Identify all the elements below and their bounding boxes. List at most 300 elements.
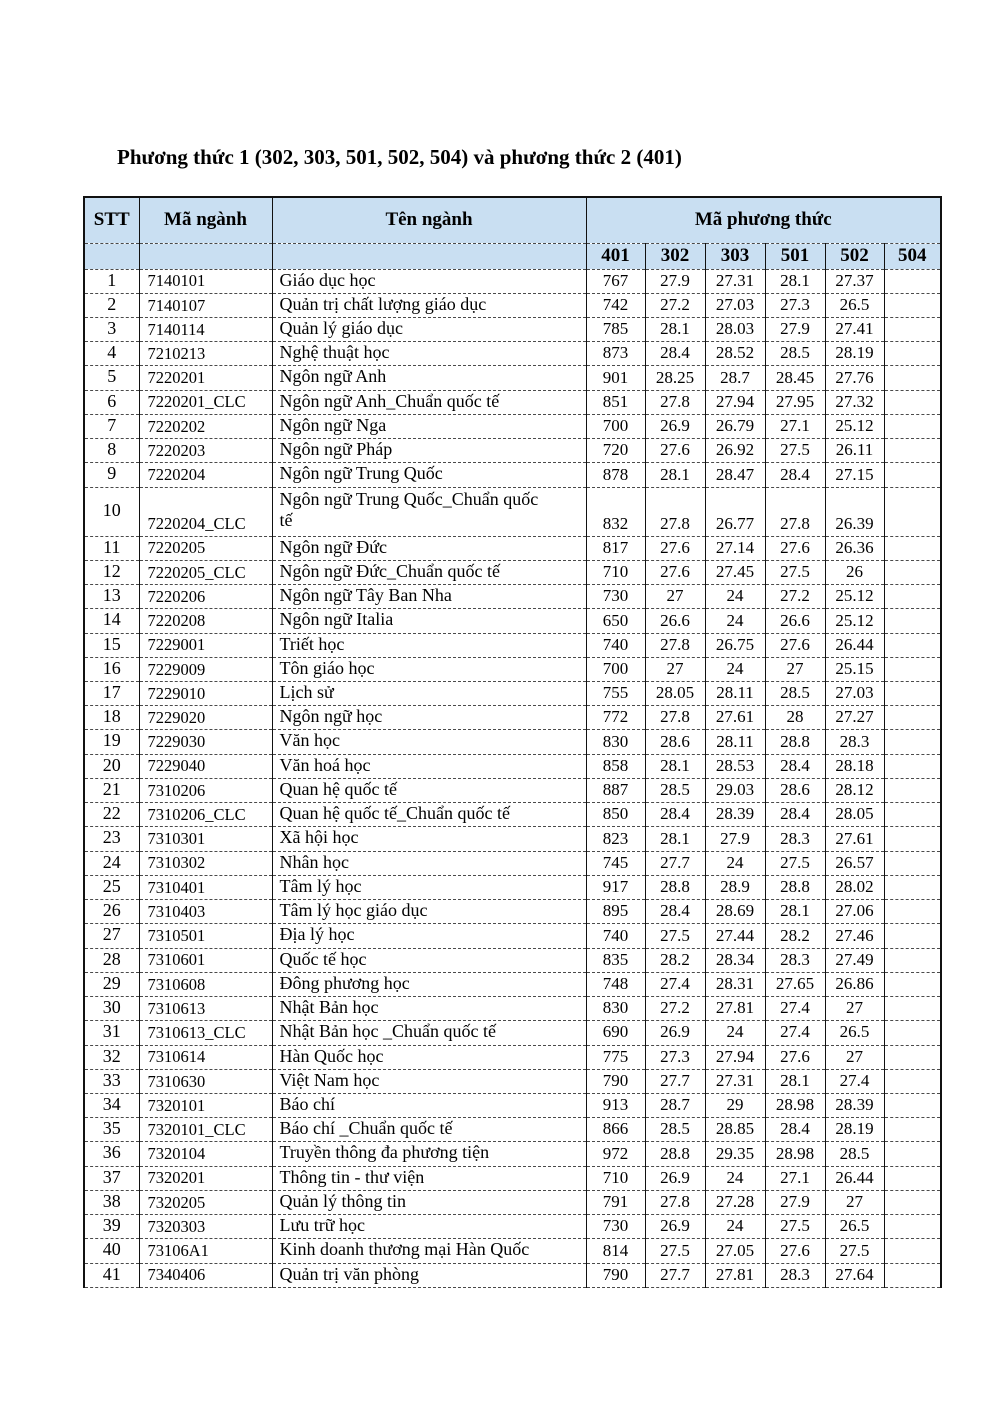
table-row <box>84 682 941 706</box>
row-score-504 <box>884 1166 941 1190</box>
row-major-code: 7320205 <box>139 1190 272 1214</box>
row-score-303: 29.35 <box>705 1142 765 1166</box>
row-score-504 <box>884 682 941 706</box>
row-score-502: 27.27 <box>825 706 884 730</box>
table-body <box>84 269 941 1287</box>
row-major-name: Triết học <box>272 633 586 657</box>
row-score-501: 28.8 <box>765 730 825 754</box>
table-row <box>84 1166 941 1190</box>
row-score-501: 28.45 <box>765 366 825 390</box>
row-score-302: 27.8 <box>645 633 705 657</box>
row-score-504 <box>884 1142 941 1166</box>
row-stt: 14 <box>84 609 139 633</box>
row-score-502: 26.57 <box>825 851 884 875</box>
row-major-code: 7220208 <box>139 609 272 633</box>
row-score-302: 26.9 <box>645 1215 705 1239</box>
row-major-code: 7310302 <box>139 851 272 875</box>
row-score-303: 27.61 <box>705 706 765 730</box>
row-major-code: 7140101 <box>139 269 272 293</box>
row-stt: 9 <box>84 463 139 487</box>
table-row <box>84 439 941 463</box>
row-score-502: 27.32 <box>825 390 884 414</box>
row-major-name: Lịch sử <box>272 682 586 706</box>
row-score-504 <box>884 900 941 924</box>
row-major-code: 7320303 <box>139 1215 272 1239</box>
row-score-502: 28.18 <box>825 754 884 778</box>
row-score-303: 28.11 <box>705 682 765 706</box>
row-stt: 29 <box>84 972 139 996</box>
table-row <box>84 1239 941 1263</box>
row-score-302: 28.05 <box>645 682 705 706</box>
row-stt: 38 <box>84 1190 139 1214</box>
table-row <box>84 803 941 827</box>
table-row <box>84 924 941 948</box>
row-score-303: 24 <box>705 1215 765 1239</box>
row-score-501: 28 <box>765 706 825 730</box>
row-score-504 <box>884 730 941 754</box>
row-score-401: 835 <box>586 948 645 972</box>
table-row <box>84 730 941 754</box>
row-major-code: 7220205 <box>139 536 272 560</box>
row-score-302: 27.7 <box>645 851 705 875</box>
row-major-code: 7210213 <box>139 342 272 366</box>
row-score-504 <box>884 1215 941 1239</box>
row-score-303: 28.11 <box>705 730 765 754</box>
row-score-501: 27.4 <box>765 997 825 1021</box>
table-row <box>84 342 941 366</box>
table-row <box>84 657 941 681</box>
row-score-303: 28.85 <box>705 1118 765 1142</box>
row-score-302: 28.1 <box>645 754 705 778</box>
row-score-504 <box>884 585 941 609</box>
row-score-502: 27.37 <box>825 269 884 293</box>
table-row <box>84 269 941 293</box>
table-row <box>84 366 941 390</box>
row-score-504 <box>884 1118 941 1142</box>
row-major-name: Ngôn ngữ Đức_Chuẩn quốc tế <box>272 560 586 584</box>
row-stt: 22 <box>84 803 139 827</box>
table-row <box>84 536 941 560</box>
row-stt: 32 <box>84 1045 139 1069</box>
row-major-name: Ngôn ngữ Trung Quốc <box>272 463 586 487</box>
row-major-name: Giáo dục học <box>272 269 586 293</box>
header-row-method-codes <box>84 243 941 269</box>
row-major-code: 7220204 <box>139 463 272 487</box>
row-score-502: 28.05 <box>825 803 884 827</box>
row-score-401: 790 <box>586 1069 645 1093</box>
row-score-401: 742 <box>586 293 645 317</box>
row-major-name: Thông tin - thư viện <box>272 1166 586 1190</box>
row-score-401: 785 <box>586 317 645 341</box>
row-score-302: 28.8 <box>645 875 705 899</box>
row-major-name: Quan hệ quốc tế <box>272 778 586 802</box>
table-header <box>84 197 941 269</box>
table-row <box>84 390 941 414</box>
table-row <box>84 633 941 657</box>
row-score-303: 29.03 <box>705 778 765 802</box>
row-score-501: 27.95 <box>765 390 825 414</box>
row-major-name: Lưu trữ học <box>272 1215 586 1239</box>
col-header-method-504: 504 <box>884 243 941 269</box>
col-header-ma-phuong-thuc: Mã phương thức <box>586 197 941 243</box>
col-header-blank <box>272 243 586 269</box>
row-major-code: 7229009 <box>139 657 272 681</box>
row-major-code: 7310613_CLC <box>139 1021 272 1045</box>
table-row <box>84 609 941 633</box>
row-major-name: Tôn giáo học <box>272 657 586 681</box>
row-stt: 7 <box>84 414 139 438</box>
row-major-code: 7220206 <box>139 585 272 609</box>
row-major-name: Ngôn ngữ Trung Quốc_Chuẩn quốc tế <box>272 487 586 536</box>
row-score-501: 28.1 <box>765 269 825 293</box>
row-major-code: 7340406 <box>139 1263 272 1287</box>
row-score-502: 27.61 <box>825 827 884 851</box>
row-score-302: 27.2 <box>645 997 705 1021</box>
row-score-501: 27.5 <box>765 439 825 463</box>
row-score-501: 27.3 <box>765 293 825 317</box>
row-major-name: Văn học <box>272 730 586 754</box>
row-score-501: 27.1 <box>765 1166 825 1190</box>
row-score-502: 27.76 <box>825 366 884 390</box>
row-score-504 <box>884 414 941 438</box>
row-score-504 <box>884 463 941 487</box>
row-score-303: 28.52 <box>705 342 765 366</box>
header-row-main <box>84 197 941 243</box>
row-stt: 6 <box>84 390 139 414</box>
row-score-303: 28.34 <box>705 948 765 972</box>
row-score-502: 25.12 <box>825 609 884 633</box>
row-stt: 13 <box>84 585 139 609</box>
row-score-502: 27.49 <box>825 948 884 972</box>
row-stt: 30 <box>84 997 139 1021</box>
table-row <box>84 754 941 778</box>
row-score-303: 27.45 <box>705 560 765 584</box>
row-major-code: 7310206_CLC <box>139 803 272 827</box>
row-score-502: 28.3 <box>825 730 884 754</box>
row-major-name: Quản trị chất lượng giáo dục <box>272 293 586 317</box>
admission-scores-table <box>83 196 942 1288</box>
row-score-504 <box>884 1021 941 1045</box>
row-major-code: 7220203 <box>139 439 272 463</box>
row-major-code: 7220202 <box>139 414 272 438</box>
row-score-501: 28.3 <box>765 948 825 972</box>
row-major-code: 7320104 <box>139 1142 272 1166</box>
row-score-303: 27.44 <box>705 924 765 948</box>
row-score-502: 25.12 <box>825 585 884 609</box>
row-score-302: 28.6 <box>645 730 705 754</box>
row-stt: 16 <box>84 657 139 681</box>
row-score-502: 28.12 <box>825 778 884 802</box>
row-score-401: 830 <box>586 730 645 754</box>
row-score-501: 27.1 <box>765 414 825 438</box>
row-score-504 <box>884 342 941 366</box>
row-major-name: Ngôn ngữ Đức <box>272 536 586 560</box>
row-score-501: 28.4 <box>765 1118 825 1142</box>
row-score-504 <box>884 997 941 1021</box>
row-major-name: Xã hội học <box>272 827 586 851</box>
table-row <box>84 1215 941 1239</box>
col-header-stt: STT <box>84 197 139 243</box>
row-score-502: 27.03 <box>825 682 884 706</box>
row-score-302: 27 <box>645 585 705 609</box>
table-row <box>84 317 941 341</box>
row-score-401: 772 <box>586 706 645 730</box>
row-major-name: Ngôn ngữ Anh <box>272 366 586 390</box>
row-score-502: 27 <box>825 997 884 1021</box>
row-score-401: 710 <box>586 560 645 584</box>
row-score-501: 27.6 <box>765 536 825 560</box>
row-score-501: 28.4 <box>765 754 825 778</box>
row-score-401: 767 <box>586 269 645 293</box>
row-score-303: 27.94 <box>705 390 765 414</box>
row-score-504 <box>884 972 941 996</box>
row-stt: 19 <box>84 730 139 754</box>
row-score-401: 650 <box>586 609 645 633</box>
row-major-code: 7140107 <box>139 293 272 317</box>
row-score-401: 791 <box>586 1190 645 1214</box>
row-score-302: 27.3 <box>645 1045 705 1069</box>
row-score-501: 28.5 <box>765 682 825 706</box>
row-score-401: 730 <box>586 585 645 609</box>
row-score-501: 28.1 <box>765 1069 825 1093</box>
row-stt: 34 <box>84 1094 139 1118</box>
row-score-401: 895 <box>586 900 645 924</box>
row-score-302: 27 <box>645 657 705 681</box>
row-score-302: 27.8 <box>645 706 705 730</box>
row-major-name: Việt Nam học <box>272 1069 586 1093</box>
row-score-302: 27.5 <box>645 1239 705 1263</box>
row-score-504 <box>884 706 941 730</box>
row-score-401: 873 <box>586 342 645 366</box>
row-score-504 <box>884 366 941 390</box>
row-score-501: 27.4 <box>765 1021 825 1045</box>
row-score-501: 27 <box>765 657 825 681</box>
row-major-code: 7310608 <box>139 972 272 996</box>
row-stt: 4 <box>84 342 139 366</box>
row-score-401: 740 <box>586 633 645 657</box>
row-score-302: 28.4 <box>645 900 705 924</box>
page-title: Phương thức 1 (302, 303, 501, 502, 504) và phương thức 2 (401) <box>117 145 682 169</box>
row-score-501: 27.8 <box>765 487 825 536</box>
row-major-code: 7229010 <box>139 682 272 706</box>
row-stt: 10 <box>84 487 139 536</box>
row-major-name: Văn hoá học <box>272 754 586 778</box>
row-score-401: 972 <box>586 1142 645 1166</box>
row-score-501: 27.5 <box>765 560 825 584</box>
row-score-502: 26 <box>825 560 884 584</box>
row-score-302: 27.8 <box>645 487 705 536</box>
row-major-code: 7310614 <box>139 1045 272 1069</box>
table-row <box>84 463 941 487</box>
row-score-302: 26.6 <box>645 609 705 633</box>
row-score-504 <box>884 439 941 463</box>
row-score-504 <box>884 269 941 293</box>
row-score-302: 28.4 <box>645 342 705 366</box>
row-score-501: 27.5 <box>765 851 825 875</box>
row-score-401: 730 <box>586 1215 645 1239</box>
row-score-303: 28.69 <box>705 900 765 924</box>
row-score-502: 27 <box>825 1190 884 1214</box>
row-score-502: 26.5 <box>825 1021 884 1045</box>
row-major-code: 7140114 <box>139 317 272 341</box>
row-score-501: 27.9 <box>765 1190 825 1214</box>
row-score-303: 27.81 <box>705 997 765 1021</box>
row-major-name: Nhân học <box>272 851 586 875</box>
row-major-name: Ngôn ngữ Italia <box>272 609 586 633</box>
row-score-504 <box>884 924 941 948</box>
row-score-302: 27.4 <box>645 972 705 996</box>
table-row <box>84 851 941 875</box>
row-score-303: 27.31 <box>705 269 765 293</box>
row-score-303: 27.94 <box>705 1045 765 1069</box>
row-score-501: 28.5 <box>765 342 825 366</box>
row-score-504 <box>884 1263 941 1287</box>
table-row <box>84 1142 941 1166</box>
row-score-302: 27.6 <box>645 439 705 463</box>
row-score-303: 28.03 <box>705 317 765 341</box>
row-score-401: 775 <box>586 1045 645 1069</box>
row-major-code: 7220204_CLC <box>139 487 272 536</box>
row-score-501: 28.8 <box>765 875 825 899</box>
row-score-302: 28.2 <box>645 948 705 972</box>
row-score-504 <box>884 778 941 802</box>
row-score-502: 26.39 <box>825 487 884 536</box>
row-score-302: 28.5 <box>645 1118 705 1142</box>
row-score-303: 27.03 <box>705 293 765 317</box>
row-stt: 8 <box>84 439 139 463</box>
table-row <box>84 414 941 438</box>
row-major-code: 7310301 <box>139 827 272 851</box>
row-stt: 20 <box>84 754 139 778</box>
row-score-303: 28.39 <box>705 803 765 827</box>
row-score-501: 28.98 <box>765 1094 825 1118</box>
row-stt: 12 <box>84 560 139 584</box>
row-stt: 17 <box>84 682 139 706</box>
row-score-401: 878 <box>586 463 645 487</box>
row-score-302: 27.7 <box>645 1069 705 1093</box>
row-score-502: 26.36 <box>825 536 884 560</box>
row-score-401: 851 <box>586 390 645 414</box>
row-score-401: 913 <box>586 1094 645 1118</box>
row-score-401: 814 <box>586 1239 645 1263</box>
table-row <box>84 560 941 584</box>
row-major-name: Địa lý học <box>272 924 586 948</box>
row-score-502: 26.86 <box>825 972 884 996</box>
row-major-name: Quản lý giáo dục <box>272 317 586 341</box>
row-major-name: Tâm lý học giáo dục <box>272 900 586 924</box>
row-score-302: 28.1 <box>645 317 705 341</box>
row-score-401: 710 <box>586 1166 645 1190</box>
row-score-302: 27.7 <box>645 1263 705 1287</box>
table-row <box>84 1190 941 1214</box>
row-stt: 37 <box>84 1166 139 1190</box>
row-score-401: 887 <box>586 778 645 802</box>
row-score-303: 24 <box>705 851 765 875</box>
row-score-504 <box>884 851 941 875</box>
row-score-502: 26.44 <box>825 633 884 657</box>
row-stt: 39 <box>84 1215 139 1239</box>
table-row <box>84 1021 941 1045</box>
row-score-502: 28.02 <box>825 875 884 899</box>
row-stt: 41 <box>84 1263 139 1287</box>
row-score-302: 27.6 <box>645 536 705 560</box>
row-score-501: 27.2 <box>765 585 825 609</box>
row-major-name: Quan hệ quốc tế_Chuẩn quốc tế <box>272 803 586 827</box>
row-stt: 27 <box>84 924 139 948</box>
row-score-502: 27.41 <box>825 317 884 341</box>
row-score-303: 27.9 <box>705 827 765 851</box>
row-score-303: 26.77 <box>705 487 765 536</box>
row-score-502: 26.5 <box>825 1215 884 1239</box>
col-header-ten-nganh: Tên ngành <box>272 197 586 243</box>
row-score-504 <box>884 536 941 560</box>
row-score-302: 28.1 <box>645 463 705 487</box>
row-score-501: 27.65 <box>765 972 825 996</box>
row-major-name: Ngôn ngữ Nga <box>272 414 586 438</box>
row-score-303: 27.05 <box>705 1239 765 1263</box>
row-score-302: 27.6 <box>645 560 705 584</box>
row-score-303: 26.92 <box>705 439 765 463</box>
col-header-ma-nganh: Mã ngành <box>139 197 272 243</box>
row-score-501: 28.1 <box>765 900 825 924</box>
row-score-502: 27.5 <box>825 1239 884 1263</box>
row-major-code: 7310501 <box>139 924 272 948</box>
row-stt: 1 <box>84 269 139 293</box>
row-score-302: 26.9 <box>645 414 705 438</box>
row-score-504 <box>884 1094 941 1118</box>
row-major-code: 7310401 <box>139 875 272 899</box>
row-score-504 <box>884 1045 941 1069</box>
row-score-501: 27.6 <box>765 1239 825 1263</box>
row-stt: 31 <box>84 1021 139 1045</box>
row-stt: 23 <box>84 827 139 851</box>
row-score-302: 28.1 <box>645 827 705 851</box>
row-score-303: 26.79 <box>705 414 765 438</box>
row-score-303: 24 <box>705 657 765 681</box>
row-score-401: 690 <box>586 1021 645 1045</box>
row-score-501: 28.2 <box>765 924 825 948</box>
row-major-code: 7320101 <box>139 1094 272 1118</box>
row-major-name: Nhật Bản học <box>272 997 586 1021</box>
row-score-303: 27.14 <box>705 536 765 560</box>
row-score-302: 26.9 <box>645 1166 705 1190</box>
row-score-303: 28.7 <box>705 366 765 390</box>
row-score-401: 700 <box>586 657 645 681</box>
row-score-401: 755 <box>586 682 645 706</box>
row-stt: 28 <box>84 948 139 972</box>
row-score-504 <box>884 609 941 633</box>
row-score-501: 28.6 <box>765 778 825 802</box>
row-score-401: 748 <box>586 972 645 996</box>
row-major-code: 7310630 <box>139 1069 272 1093</box>
row-score-303: 28.53 <box>705 754 765 778</box>
row-score-501: 28.4 <box>765 463 825 487</box>
row-score-302: 28.4 <box>645 803 705 827</box>
row-score-401: 850 <box>586 803 645 827</box>
row-score-401: 817 <box>586 536 645 560</box>
row-major-name: Ngôn ngữ Tây Ban Nha <box>272 585 586 609</box>
row-score-401: 745 <box>586 851 645 875</box>
row-major-code: 7220201 <box>139 366 272 390</box>
row-stt: 40 <box>84 1239 139 1263</box>
row-major-name: Hàn Quốc học <box>272 1045 586 1069</box>
row-score-501: 26.6 <box>765 609 825 633</box>
row-score-401: 740 <box>586 924 645 948</box>
row-major-name: Tâm lý học <box>272 875 586 899</box>
row-score-401: 917 <box>586 875 645 899</box>
row-score-303: 24 <box>705 1021 765 1045</box>
row-score-502: 27.15 <box>825 463 884 487</box>
